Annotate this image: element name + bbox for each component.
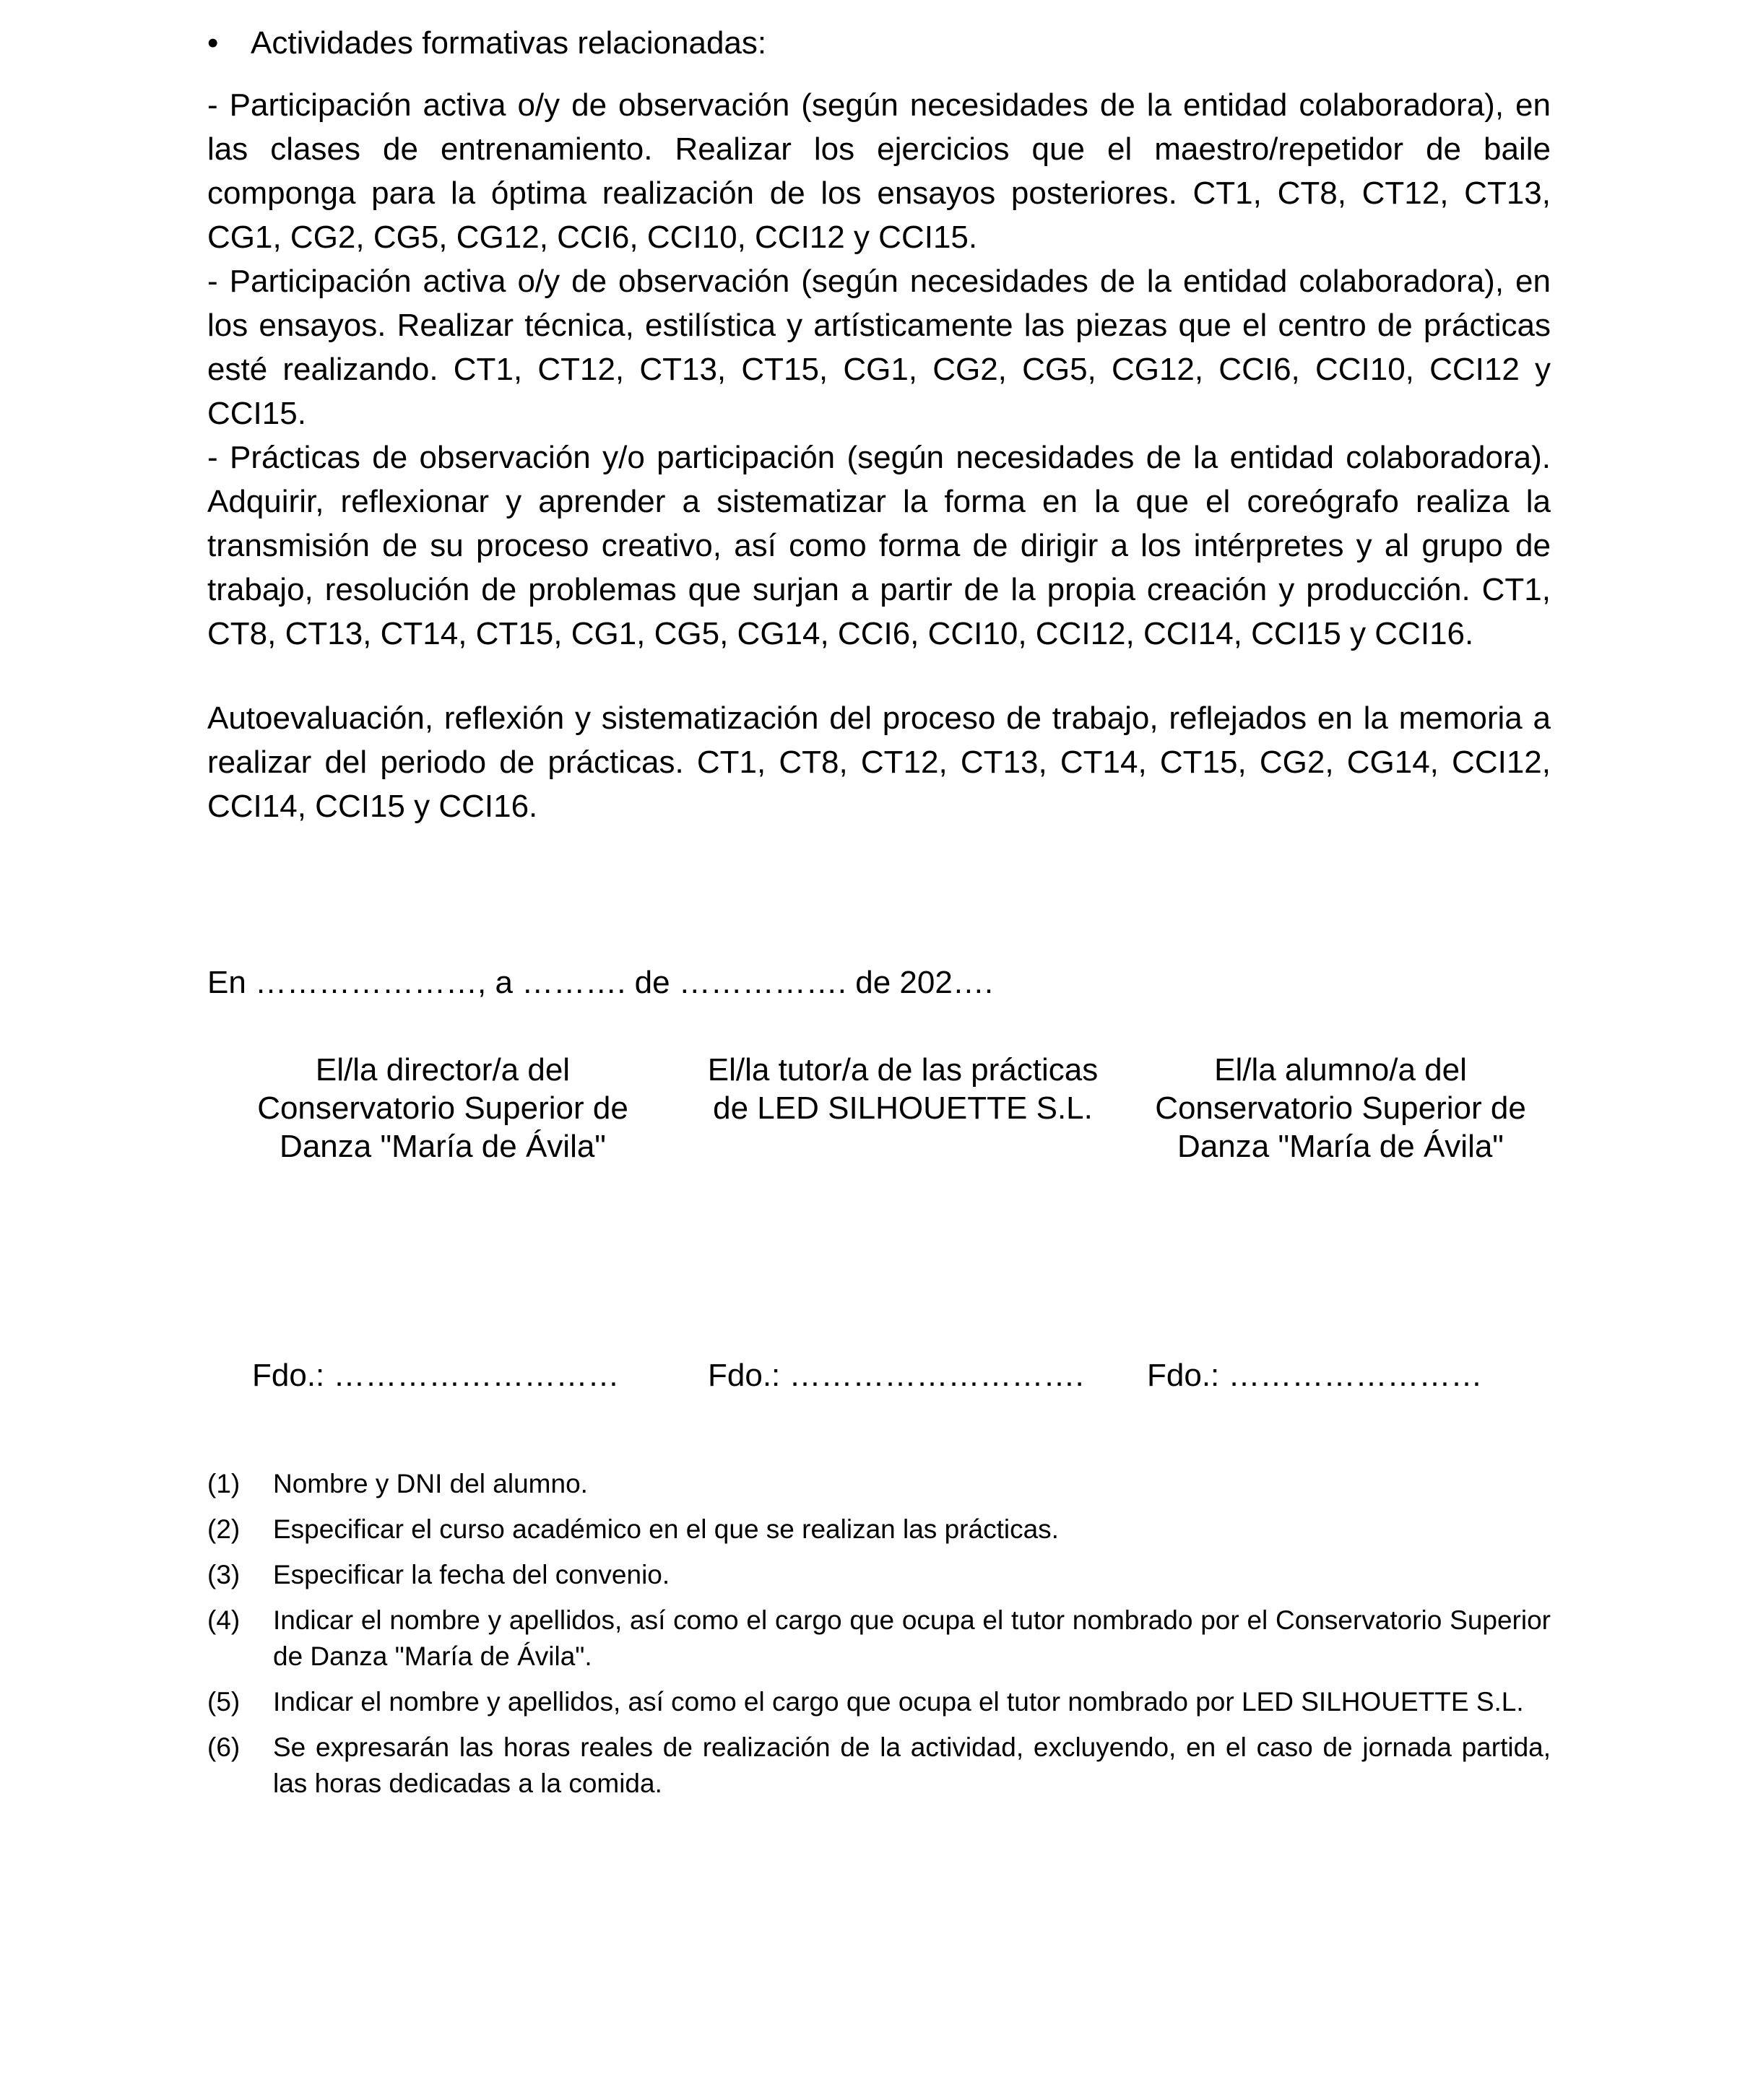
footnote-item [207,1730,1551,1802]
footnote-item [207,1466,1551,1502]
sign-line-student: Fdo.: …………………… [1147,1358,1483,1393]
footnote-item [207,1557,1551,1593]
signature-label-line: Conservatorio Superior de [1155,1090,1526,1126]
signature-block-student [1124,1051,1557,1166]
signature-label-line: Danza "María de Ávila" [1177,1129,1504,1164]
footnote-text: Se expresarán las horas reales de realización de la actividad, excluyendo, en el caso de jornada partida, las horas dedicadas a la comida. [273,1732,1551,1798]
activities-heading-text: Actividades formativas relacionadas: [251,25,767,61]
signature-label-line: El/la director/a del [315,1052,571,1088]
place-date-line: En …………………, a ………. de ……………. de 202…. [207,965,994,1000]
footnote-text: Especificar el curso académico en el que se realizan las prácticas. [273,1514,1059,1544]
signature-label-line: de LED SILHOUETTE S.L. [713,1090,1093,1126]
footnote-item [207,1684,1551,1720]
bullet-icon: • [207,25,219,61]
activity-paragraph: - Participación activa o/y de observación (según necesidades de la entidad colaboradora), en los ensayos. Realizar técnica, estilística y artísticamente las piezas que el centro de prácticas esté realizando. CT1, CT12, CT13, CT15, CG1, CG2, CG5, CG12, CCI6, CCI10, CCI12 y CCI15. [207,264,1551,431]
self-evaluation-text: Autoevaluación, reflexión y sistematización del proceso de trabajo, reflejados en la memoria a realizar del periodo de prácticas. CT1, CT8, CT12, CT13, CT14, CT15, CG2, CG14, CCI12, CCI14, CCI15 y CCI16. [207,700,1551,824]
footnote-item [207,1602,1551,1675]
footnote-number: (5) [207,1687,241,1717]
signature-label-line: El/la tutor/a de las prácticas [707,1052,1099,1088]
footnote-number: (4) [207,1605,241,1635]
sign-line-director: Fdo.: ……………………… [252,1358,620,1393]
footnote-number: (2) [207,1514,241,1544]
footnote-text: Especificar la fecha del convenio. [273,1560,670,1589]
self-evaluation-paragraph [207,696,1551,828]
footnote-text: Nombre y DNI del alumno. [273,1469,588,1498]
activities-list [207,83,1551,656]
signature-block-director [226,1051,659,1166]
footnote-number: (1) [207,1469,241,1498]
footnote-text: Indicar el nombre y apellidos, así como el cargo que ocupa el tutor nombrado por LED SILHOUETTE S.L. [273,1687,1524,1717]
footnote-number: (3) [207,1560,241,1589]
activity-paragraph: - Prácticas de observación y/o participación (según necesidades de la entidad colaboradora). Adquirir, reflexionar y aprender a sistematizar la forma en la que el coreógrafo realiza la transmisión de su proceso creativo, así como forma de dirigir a los intérpretes y al grupo de trabajo, resolución de problemas que surjan a partir de la propia creación y producción. CT1, CT8, CT13, CT14, CT15, CG1, CG5, CG14, CCI6, CCI10, CCI12, CCI14, CCI15 y CCI16. [207,440,1551,651]
footnotes-list [207,1466,1551,1811]
signature-label-line: El/la alumno/a del [1214,1052,1467,1088]
footnote-text: Indicar el nombre y apellidos, así como el cargo que ocupa el tutor nombrado por el Conservatorio Superior de Danza "María de Ávila". [273,1605,1551,1671]
activity-paragraph: - Participación activa o/y de observación (según necesidades de la entidad colaboradora), en las clases de entrenamiento. Realizar los ejercicios que el maestro/repetidor de baile componga para la óptima realización de los ensayos posteriores. CT1, CT8, CT12, CT13, CG1, CG2, CG5, CG12, CCI6, CCI10, CCI12 y CCI15. [207,87,1551,255]
sign-line-tutor: Fdo.: ………………………. [708,1358,1084,1393]
footnote-item [207,1511,1551,1548]
signature-block-tutor [686,1051,1120,1127]
signature-label-line: Conservatorio Superior de [257,1090,628,1126]
footnote-number: (6) [207,1732,241,1762]
signature-label-line: Danza "María de Ávila" [280,1129,606,1164]
